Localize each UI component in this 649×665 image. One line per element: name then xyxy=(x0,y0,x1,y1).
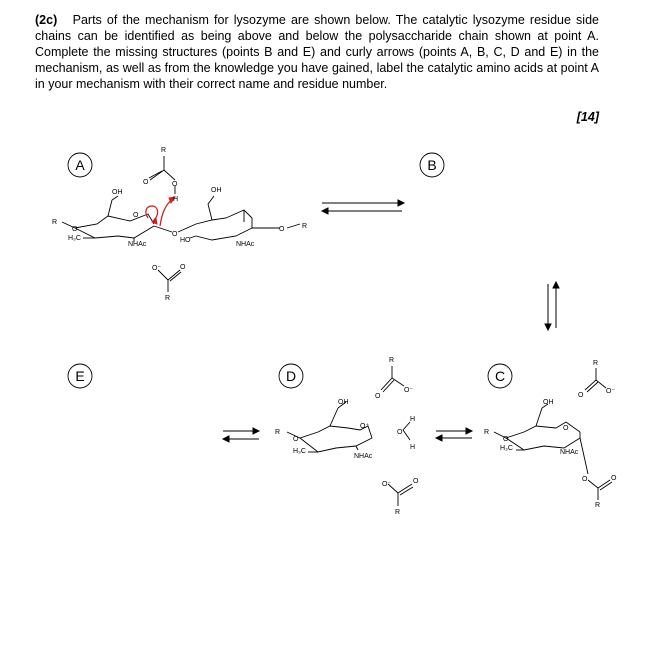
a-label-o-acid: O xyxy=(143,179,149,186)
a-label-nhac-left: NHAc xyxy=(128,241,147,248)
a-right-ring-top xyxy=(178,210,252,232)
c-label-o-ester: O xyxy=(582,476,588,483)
arrow-c-to-d-head xyxy=(436,435,442,441)
c-label-r-top: R xyxy=(593,360,599,367)
c-label-o-ring: O xyxy=(563,425,569,432)
a-label-h3c: H₃C xyxy=(68,235,81,242)
a-curly-arrow-2 xyxy=(160,200,172,226)
d-label-oh: OH xyxy=(338,399,349,406)
point-e-label: E xyxy=(75,368,85,384)
a-label-oh-right: OH xyxy=(211,187,222,194)
d-label-o-minus-lower: O⁻ xyxy=(382,481,392,488)
arrow-d-to-e-head xyxy=(223,436,229,442)
structure-d xyxy=(287,366,416,506)
d-label-o-radical: O⁺ xyxy=(360,423,370,430)
a-label-o-glycosidic: O xyxy=(133,212,139,219)
a-label-o-bridge: O xyxy=(172,231,178,238)
a-label-r-top: R xyxy=(161,147,167,154)
c-label-r-left: R xyxy=(484,429,490,436)
a-label-r-right: R xyxy=(302,223,308,230)
d-label-o-left: O xyxy=(293,436,299,443)
a-label-r-bottom: R xyxy=(165,295,171,302)
a-label-o-carbonyl: O xyxy=(180,264,186,271)
arrow-c-to-b-head xyxy=(553,282,559,288)
d-label-o-water: O xyxy=(397,429,403,436)
arrow-b-to-a-head xyxy=(322,208,328,214)
d-label-o-carbonyl-lower: O xyxy=(413,478,419,485)
atom-labels xyxy=(52,147,617,516)
a-left-ring-bottom xyxy=(75,226,154,238)
c-label-oh: OH xyxy=(543,399,554,406)
d-label-o-carbonyl: O xyxy=(375,393,381,400)
c-label-r-bottom: R xyxy=(595,502,601,509)
point-d-label: D xyxy=(285,368,297,384)
c-label-o-minus: O⁻ xyxy=(606,388,616,395)
marks-label: [14] xyxy=(576,110,599,124)
equilibrium-arrows xyxy=(223,200,559,442)
d-ring-bottom xyxy=(300,438,372,452)
point-c-label: C xyxy=(494,368,506,384)
c-label-h3c: H₃C xyxy=(500,445,513,452)
a-label-o-right: O xyxy=(279,226,285,233)
c-label-nhac: NHAc xyxy=(560,449,579,456)
a-curly-arrow-1-head xyxy=(152,218,157,224)
arrow-a-to-b-head xyxy=(398,200,404,206)
d-label-r-bottom: R xyxy=(395,509,401,516)
point-b-label: B xyxy=(427,157,437,173)
arrow-d-to-c-head xyxy=(466,428,472,434)
structure-a xyxy=(62,156,300,292)
d-label-r-top: R xyxy=(389,357,395,364)
d-label-r-left: R xyxy=(275,429,281,436)
question-body: Parts of the mechanism for lysozyme are shown below. The catalytic lysozyme residue side chains can be identified as being above and below the polysaccharide chain shown at point A. Complete the missing structures (points B and E) and curly arrows (points A, B, C, D and E) in the mechanism, as well as from the knowledge you have gained, label the catalytic amino acids at point A in your mechanism with their correct name and residue number. xyxy=(35,13,599,91)
d-label-h-top: H xyxy=(410,416,416,423)
d-label-nhac: NHAc xyxy=(354,453,373,460)
structure-c xyxy=(494,368,612,500)
c-label-o-left: O xyxy=(503,436,509,443)
d-label-h3c: H₃C xyxy=(293,448,306,455)
point-circles xyxy=(68,153,512,388)
question-number: (2c) xyxy=(35,13,58,27)
a-label-ho: HO xyxy=(180,237,191,244)
c-label-o-carbonyl-lower: O xyxy=(611,475,617,482)
d-label-o-minus: O⁻ xyxy=(404,387,414,394)
a-label-r-left: R xyxy=(52,219,58,226)
arrow-b-to-c-head xyxy=(545,324,551,330)
a-label-o-left: O xyxy=(72,226,78,233)
a-label-o-acid-h: O xyxy=(172,181,178,188)
a-label-h-acid: H xyxy=(173,196,179,203)
d-label-h-bottom: H xyxy=(410,444,416,451)
a-label-o-minus: O⁻ xyxy=(152,265,162,272)
c-label-o-carbonyl: O xyxy=(578,392,584,399)
a-label-nhac-right: NHAc xyxy=(236,241,255,248)
arrow-e-to-d-head xyxy=(253,428,259,434)
a-label-oh-left: OH xyxy=(112,189,123,196)
point-a-label: A xyxy=(75,157,85,173)
